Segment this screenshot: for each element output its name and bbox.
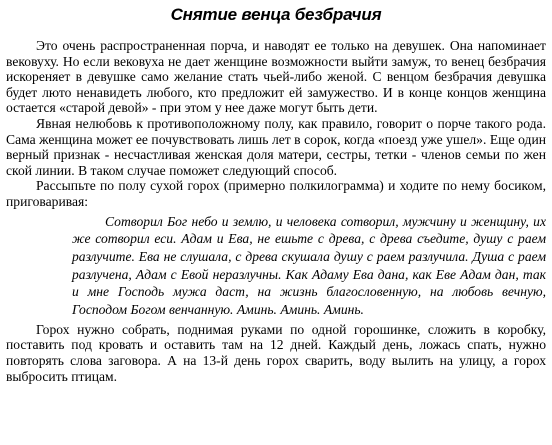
paragraph-intro: Это очень распространенная порча, и наводят ее только на девушек. Она напоминает вековуху. Но если вековуха не дает женщине возможности выйти замуж, то венец безбрачия искореняет в девушке само желание стать чьей-либо женой. С венцом безбрачия девушка будет люто ненавидеть любого, кто предложит ей замужество. И в конце концов женщина остается «старой девой» - при этом у нее даже могут быть дети.	[6, 38, 546, 116]
document-title: Снятие венца безбрачия	[170, 5, 382, 24]
paragraph-instruction: Рассыпьте по полу сухой горох (примерно полкилограмма) и ходите по нему босиком, приговаривая:	[6, 178, 546, 209]
paragraph-symptoms: Явная нелюбовь к противоположному полу, как правило, говорит о порче такого рода. Сама женщина может ее почувствовать лишь лет в сорок, когда «поезд уже ушел». Еще один верный признак - несчастливая женская доля матери, сестры, тетки - членов семьи по жен ской линии. В таком случае поможет следующий способ.	[6, 115, 546, 178]
paragraph-closing: Горох нужно собрать, поднимая руками по одной горошинке, сложить в коробку, поставить под кровать и оставить там на 12 дней. Каждый день, ложась спать, нужно повторять слова заговора. А на 13-й день горох сварить, воду вылить на улицу, а горох выбросить птицам.	[6, 321, 546, 384]
spell-text: Сотворил Бог небо и землю, и человека сотворил, мужчину и женщину, их же сотворил еси. Адам и Ева, не ешьте с древа, с древа съедите, душу с раем разлучите. Ева не слушала, с древа скушала душу с раем разлучила. Душа с раем разлучена, Адам с Евой неразлучны. Как Адаму Ева дана, как Еве Адам дан, так и мне Господь мужа даст, на жизнь благословенную, на любовь вечную, Господом Богом венчанную. Аминь. Аминь. Аминь.	[72, 213, 546, 318]
